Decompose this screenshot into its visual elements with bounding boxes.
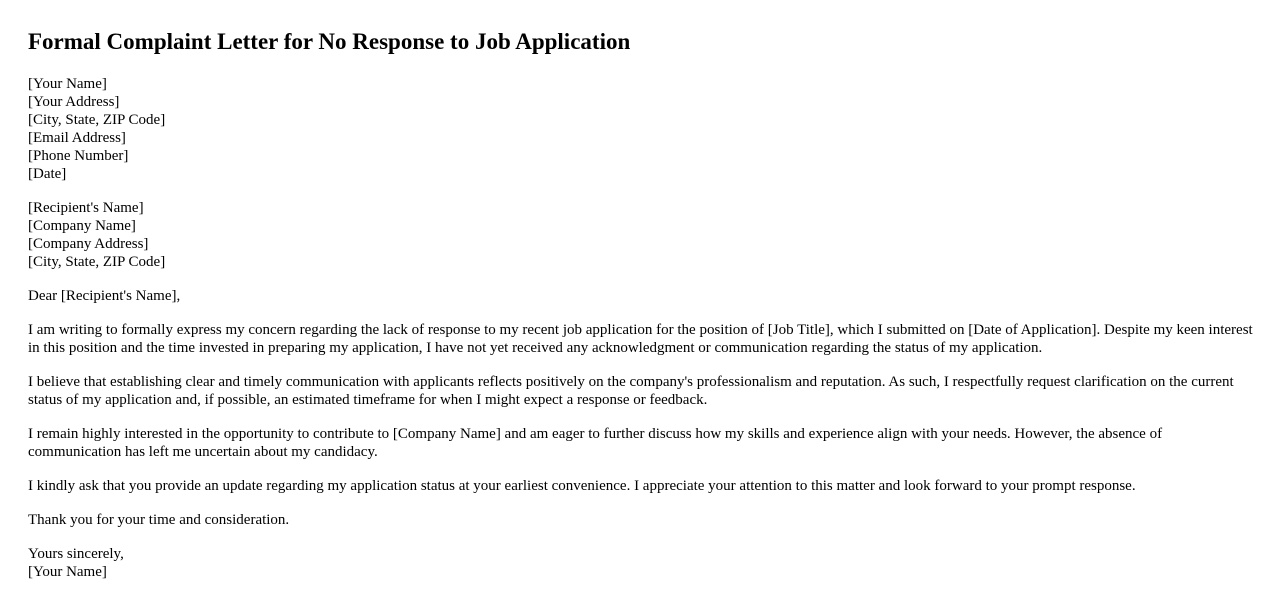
recipient-name: [Recipient's Name] bbox=[28, 200, 144, 216]
body-paragraph-3: I remain highly interested in the opportunity to contribute to [Company Name] and am eager to further discuss how my skills and experience align with your needs. However, the absence of communication has left me uncertain about my candidacy. bbox=[28, 426, 1163, 460]
sender-address-block bbox=[28, 75, 1254, 183]
letter-date: [Date] bbox=[28, 166, 67, 182]
recipient-address-block bbox=[28, 199, 1254, 271]
body-paragraph-5: Thank you for your time and consideration. bbox=[28, 512, 290, 528]
sender-address: [Your Address] bbox=[28, 94, 120, 110]
page-title: Formal Complaint Letter for No Response to Job Application bbox=[28, 29, 631, 54]
body-paragraph-1: I am writing to formally express my concern regarding the lack of response to my recent job application for the position of [Job Title], which I submitted on [Date of Application]. Despite my keen interest in this position and the time invested in preparing my application, I have not yet received any acknowledgment or communication regarding the status of my application. bbox=[28, 322, 1253, 356]
sender-email: [Email Address] bbox=[28, 130, 126, 146]
letter-page bbox=[28, 0, 1254, 581]
recipient-city-state-zip: [City, State, ZIP Code] bbox=[28, 254, 166, 270]
closing-block bbox=[28, 545, 1254, 581]
recipient-company-address: [Company Address] bbox=[28, 236, 149, 252]
sender-phone: [Phone Number] bbox=[28, 148, 129, 164]
closing: Yours sincerely, bbox=[28, 546, 124, 562]
sender-name: [Your Name] bbox=[28, 76, 107, 92]
body-paragraph-4: I kindly ask that you provide an update regarding my application status at your earliest convenience. I appreciate your attention to this matter and look forward to your prompt response. bbox=[28, 478, 1136, 494]
signature-name: [Your Name] bbox=[28, 564, 107, 580]
sender-city-state-zip: [City, State, ZIP Code] bbox=[28, 112, 166, 128]
recipient-company: [Company Name] bbox=[28, 218, 136, 234]
salutation: Dear [Recipient's Name], bbox=[28, 288, 181, 304]
body-paragraph-2: I believe that establishing clear and timely communication with applicants reflects positively on the company's professionalism and reputation. As such, I respectfully request clarification on the current status of my application and, if possible, an estimated timeframe for when I might expect a response or feedback. bbox=[28, 374, 1234, 408]
